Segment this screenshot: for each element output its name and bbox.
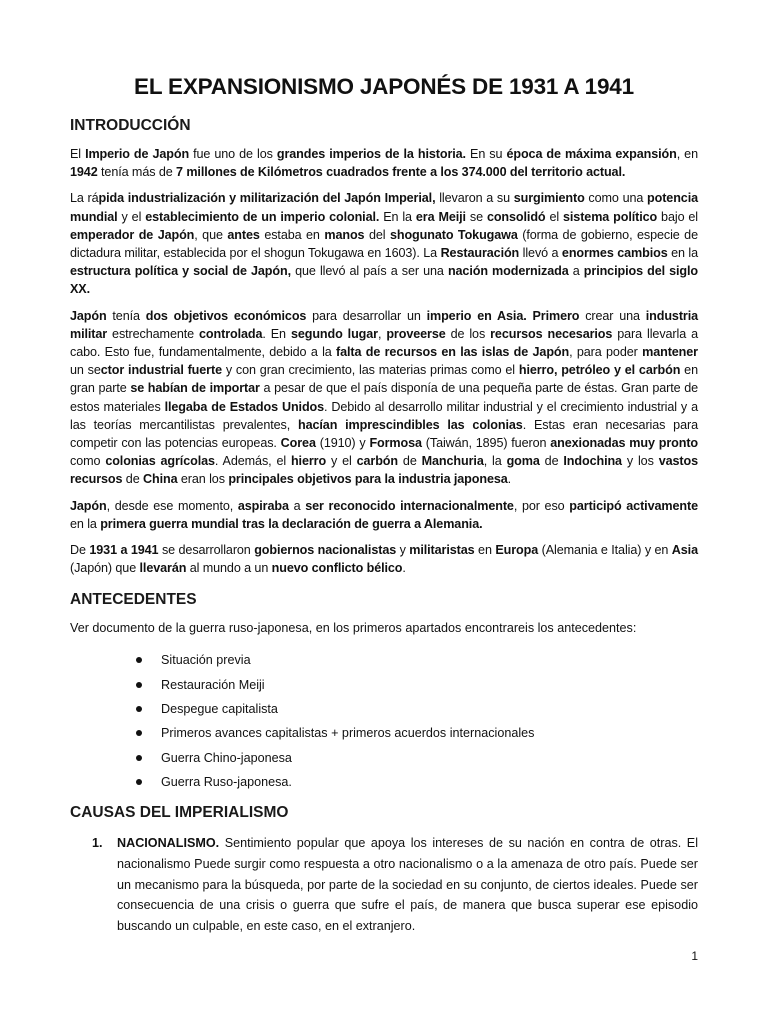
bold-text: mantener: [642, 345, 698, 360]
bold-text: Primero: [532, 308, 580, 323]
bold-text: Japón: [70, 498, 107, 513]
bullet-icon: [136, 682, 142, 688]
bold-text: China: [143, 472, 178, 487]
list-item: Guerra Ruso-japonesa.: [136, 773, 698, 791]
bullet-icon: [136, 706, 142, 712]
bold-text: goma: [506, 454, 540, 469]
bold-text: imperio en Asia.: [426, 308, 527, 323]
paragraph-5: [70, 541, 698, 577]
bold-text: nación modernizada: [447, 264, 569, 279]
antecedentes-intro: Ver documento de la guerra ruso-japonesa, en los primeros apartados encontrareis los antecedentes:: [70, 621, 637, 636]
bold-text: recursos necesarios: [490, 326, 613, 341]
text-run: al mundo a un: [186, 561, 272, 576]
text-run: y: [396, 543, 410, 558]
bold-text: Manchuria: [421, 454, 484, 469]
text-run: , que: [194, 227, 228, 242]
text-run: a: [568, 264, 584, 279]
text-run: llevó a: [519, 246, 562, 261]
text-run: (Alemania e Italia) y en: [538, 543, 672, 558]
text-run: (Japón) que: [70, 561, 140, 576]
text-run: de: [122, 472, 144, 487]
text-run: el: [545, 209, 563, 224]
text-run: (Taiwán, 1895) fueron: [421, 436, 551, 451]
bold-text: emperador de Japón: [70, 227, 195, 242]
bold-text: carbón: [356, 454, 398, 469]
text-run: . Además, el: [214, 454, 291, 469]
bold-text: antes: [227, 227, 260, 242]
text-run: como: [70, 454, 106, 469]
bold-text: proveerse: [386, 326, 446, 341]
bold-text: 1931 a 1941: [89, 543, 159, 558]
text-run: tenía más de: [97, 165, 177, 180]
text-run: de: [398, 454, 422, 469]
text-run: se: [465, 209, 487, 224]
text-run: a pesar de que el país disponía de una pequeña parte de éstas. Gran parte de estos materiales: [70, 381, 698, 414]
bold-text: consolidó: [486, 209, 546, 224]
numbered-item-nacionalismo: [70, 833, 698, 937]
text-run: en la: [70, 516, 101, 531]
bold-text: llegaba de Estados Unidos: [164, 399, 325, 414]
text-run: en gran parte: [70, 363, 698, 396]
bold-text: hacían imprescindibles las colonias: [297, 417, 523, 432]
bold-text: falta de recursos en las islas de Japón: [336, 345, 570, 360]
text-run: y con gran crecimiento, las materias primas como el: [221, 363, 519, 378]
text-run: . Debido al desarrollo militar industrial y el crecimiento industrial y a las teorías mercantilistas prevalentes,: [70, 399, 698, 432]
bold-text: vastos recursos: [70, 454, 699, 487]
bold-text: participó activamente: [569, 498, 698, 513]
bold-text: era Meiji: [415, 209, 466, 224]
section-heading-causas: CAUSAS DEL IMPERIALISMO: [70, 803, 289, 821]
bold-text: Restauración: [440, 246, 520, 261]
text-run: .: [402, 561, 406, 576]
document-title: EL EXPANSIONISMO JAPONÉS DE 1931 A 1941: [134, 74, 634, 99]
bold-text: gobiernos nacionalistas: [254, 543, 397, 558]
antecedentes-list: [70, 651, 698, 790]
page-number: 1: [691, 949, 698, 963]
bold-text: controlada: [199, 326, 263, 341]
text-run: y el: [326, 454, 357, 469]
item-text: Sentimiento popular que apoya los intereses de su nación en contra de otras. El nacionalismo Puede surgir como respuesta a otro nacionalismo o a la amenaza de otro país. Puede ser un mecanismo para la búsqueda, por parte de la sociedad en su conjunto, de ciertos ideales. Puede ser consecuencia de una crisis o guerra que sufre el país, de manera que busca superar ese episodio buscando un culpable, en este caso, en el extranjero.: [117, 835, 698, 934]
bold-text: segundo lugar: [290, 326, 378, 341]
bold-text: principios del siglo XX.: [70, 264, 699, 297]
text-run: . En: [262, 326, 291, 341]
bold-text: industria militar: [70, 308, 699, 341]
text-run: En su: [465, 147, 507, 161]
text-run: fue uno de los: [189, 147, 277, 161]
bold-text: anexionadas muy pronto: [550, 436, 699, 451]
bold-text: colonias agrícolas: [105, 454, 215, 469]
bold-text: shogunato Tokugawa: [389, 227, 518, 242]
bold-text: nuevo conflicto bélico: [271, 561, 403, 576]
bold-text: Japón: [70, 308, 107, 323]
bold-text: llevarán: [139, 561, 187, 576]
text-run: estaba en: [259, 227, 325, 242]
bold-text: aspiraba: [237, 498, 289, 513]
text-run: , desde ese momento,: [106, 498, 238, 513]
bold-text: sistema político: [563, 209, 658, 224]
bold-text: estructura política y social de Japón,: [70, 264, 291, 279]
bold-text: ctor industrial fuerte: [100, 363, 222, 378]
text-run: para desarrollar un: [306, 308, 427, 323]
bold-text: 7 millones de Kilómetros cuadrados frente a los 374.000 del territorio actual.: [176, 165, 626, 180]
text-run: se desarrollaron: [158, 543, 255, 558]
bold-text: hierro, petróleo y el carbón: [518, 363, 681, 378]
bold-text: Imperio de Japón: [85, 147, 190, 161]
bullet-icon: [136, 779, 142, 785]
paragraph-4: [70, 497, 698, 533]
bold-text: Europa: [495, 543, 539, 558]
text-run: crear una: [579, 308, 646, 323]
bold-text: establecimiento de un imperio colonial.: [145, 209, 380, 224]
bold-text: época de máxima expansión: [506, 147, 677, 161]
bold-text: principales objetivos para la industria japonesa: [228, 472, 508, 487]
text-run: El: [70, 147, 86, 161]
text-run: en la: [667, 246, 698, 261]
text-run: eran los: [177, 472, 229, 487]
text-run: de los: [445, 326, 491, 341]
text-run: (1910) y: [315, 436, 370, 451]
bold-text: enormes cambios: [561, 246, 668, 261]
bold-text: Asia: [671, 543, 698, 558]
text-run: ,: [377, 326, 387, 341]
bold-text: manos: [324, 227, 365, 242]
list-item: Guerra Chino-japonesa: [136, 749, 698, 767]
text-run: como una: [584, 191, 648, 206]
text-run: , la: [483, 454, 507, 469]
list-item: Situación previa: [136, 651, 698, 669]
bold-text: Formosa: [369, 436, 422, 451]
bold-text: se habían de importar: [130, 381, 260, 396]
text-run: a: [288, 498, 306, 513]
causas-list: [70, 833, 698, 937]
paragraph-3: [70, 307, 698, 489]
text-run: y los: [621, 454, 659, 469]
paragraph-1: [70, 145, 698, 181]
item-heading: NACIONALISMO.: [117, 835, 220, 850]
text-run: .: [507, 472, 512, 487]
text-run: un se: [70, 363, 101, 378]
list-item: Despegue capitalista: [136, 700, 698, 718]
paragraph-2: [70, 189, 698, 298]
text-run: (forma de gobierno, especie de dictadura militar, establecida por el shogun Tokugawa en 1603). La: [70, 227, 698, 261]
bold-text: ser reconocido internacionalmente: [305, 498, 514, 513]
text-run: De: [70, 543, 90, 558]
section-heading-introduccion: INTRODUCCIÓN: [70, 117, 191, 134]
text-run: estrechamente: [107, 326, 200, 341]
text-run: La rá: [70, 191, 99, 206]
text-run: para llevarla a cabo. Esto fue, fundamentalmente, debido a la: [70, 326, 698, 360]
item-number: 1.: [92, 835, 103, 850]
text-run: llevaron a su: [435, 191, 514, 206]
bullet-icon: [136, 730, 142, 736]
list-item: Primeros avances capitalistas + primeros acuerdos internacionales: [136, 724, 698, 742]
section-heading-antecedentes: ANTECEDENTES: [70, 591, 197, 609]
text-run: , en: [676, 147, 698, 161]
text-run: , por eso: [513, 498, 570, 513]
text-run: de: [539, 454, 564, 469]
bold-text: surgimiento: [513, 191, 585, 206]
text-run: y el: [117, 209, 146, 224]
bold-text: Indochina: [563, 454, 622, 469]
text-run: , para poder: [569, 345, 643, 360]
text-run: bajo el: [657, 209, 699, 224]
bold-text: grandes imperios de la historia.: [276, 147, 466, 161]
text-run: En la: [379, 209, 416, 224]
bold-text: Corea: [280, 436, 316, 451]
bold-text: dos objetivos económicos: [145, 308, 307, 323]
bold-text: primera guerra mundial tras la declaración de guerra a Alemania.: [100, 516, 483, 531]
bold-text: militaristas: [409, 543, 475, 558]
bold-text: potencia mundial: [70, 191, 698, 224]
text-run: que llevó al país a ser una: [291, 264, 448, 279]
text-run: del: [364, 227, 390, 242]
text-run: . Estas eran necesarias para competir con las potencias europeas.: [70, 417, 698, 451]
list-item: Restauración Meiji: [136, 676, 698, 694]
text-run: en: [474, 543, 496, 558]
text-run: tenía: [106, 308, 146, 323]
bold-text: pida industrialización y militarización del Japón Imperial,: [98, 191, 436, 206]
bullet-icon: [136, 657, 142, 663]
bold-text: hierro: [290, 454, 327, 469]
bold-text: 1942: [70, 165, 98, 180]
bullet-icon: [136, 755, 142, 761]
